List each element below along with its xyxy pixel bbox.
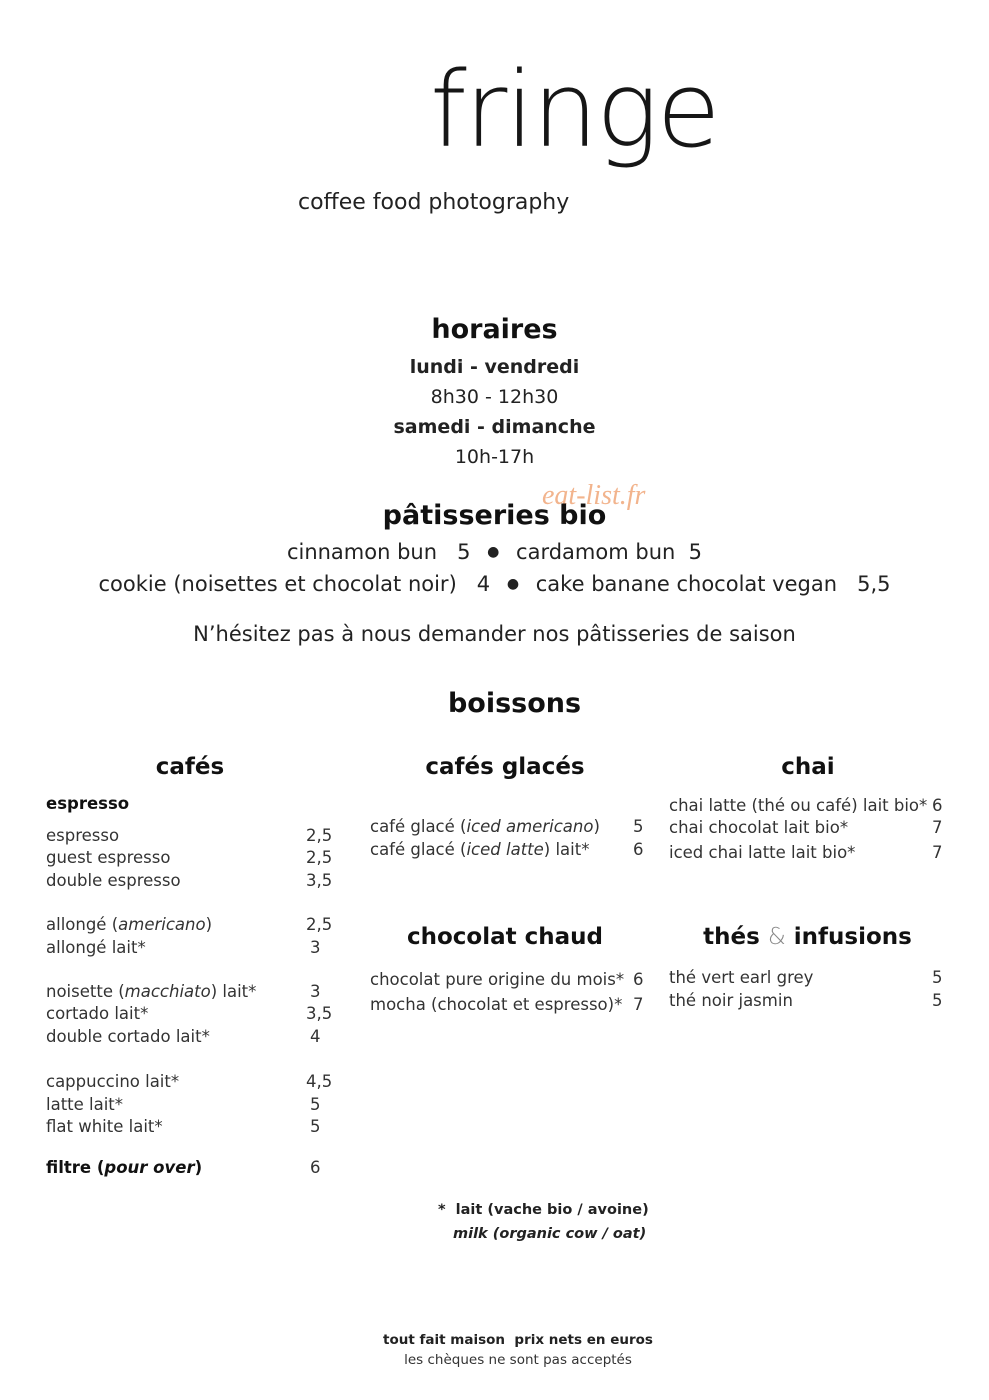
pastry-price: 4	[476, 572, 491, 596]
item-text: noisette (	[46, 982, 125, 1001]
milk-note-en: milk (organic cow / oat)	[453, 1226, 647, 1242]
item-italic: pour over	[104, 1158, 195, 1177]
item-text: )	[593, 817, 600, 836]
menu-item-name: iced chai latte lait bio*	[669, 843, 856, 862]
weekend-label: samedi - dimanche	[393, 416, 596, 438]
menu-item-price: 5	[633, 817, 644, 836]
item-italic: iced americano	[466, 817, 594, 836]
menu-item-name	[370, 817, 600, 836]
pastry-price: 5,5	[857, 572, 891, 596]
teas-title-a: thés	[703, 924, 760, 950]
item-text: ) lait*	[210, 982, 257, 1001]
menu-item-name	[46, 1158, 202, 1177]
weekend-hours: 10h-17h	[454, 446, 535, 468]
hours-title: horaires	[431, 314, 558, 345]
menu-item-name: flat white lait*	[46, 1117, 163, 1136]
chai-title: chai	[781, 754, 835, 780]
menu-item-name: thé vert earl grey	[669, 968, 814, 987]
menu-item-price: 6	[633, 840, 644, 859]
bullet-separator: ●	[506, 576, 520, 592]
menu-item-name	[46, 982, 256, 1001]
footer-line-2: les chèques ne sont pas acceptés	[404, 1352, 632, 1368]
menu-item-price: 2,5	[306, 826, 333, 845]
drinks-title: boissons	[447, 688, 582, 719]
menu-item-price: 3,5	[306, 871, 333, 890]
menu-item-price: 5	[310, 1095, 321, 1114]
menu-item-name	[46, 915, 212, 934]
pastries-title: pâtisseries bio	[382, 500, 607, 531]
ampersand: &	[767, 924, 786, 950]
menu-item-name: espresso	[46, 826, 120, 845]
menu-item-name: cortado lait*	[46, 1004, 149, 1023]
bullet-separator: ●	[487, 544, 500, 560]
menu-item-price: 4	[310, 1027, 321, 1046]
iced-title: cafés glacés	[425, 754, 585, 780]
item-text: ) lait*	[543, 840, 590, 859]
item-italic: iced latte	[466, 840, 544, 859]
menu-item-price: 3,5	[306, 1004, 333, 1023]
pastry-name: cake banane chocolat vegan	[535, 572, 838, 596]
menu-item-price: 6	[310, 1158, 321, 1177]
pastry-price: 5	[688, 540, 703, 564]
menu-item-name	[370, 840, 589, 859]
footer-line-1: tout fait maison prix nets en euros	[383, 1332, 653, 1348]
pastry-name: cardamom bun	[516, 540, 676, 564]
espresso-subheading: espresso	[46, 794, 130, 813]
milk-note-fr: * lait (vache bio / avoine)	[438, 1202, 649, 1218]
menu-item-price: 5	[932, 991, 943, 1010]
pastries-line-2	[0, 572, 989, 596]
menu-item-name: chocolat pure origine du mois*	[370, 970, 625, 989]
cafes-title: cafés	[155, 754, 225, 780]
menu-item-price: 5	[310, 1117, 321, 1136]
menu-item-price: 5	[932, 968, 943, 987]
item-text: allongé (	[46, 915, 119, 934]
brand-name: fringe	[430, 49, 719, 171]
chocolate-title: chocolat chaud	[406, 924, 604, 950]
menu-item-price: 7	[633, 995, 644, 1014]
pastry-price: 5	[457, 540, 471, 564]
menu-item-price: 2,5	[306, 848, 333, 867]
brand-logo	[430, 49, 719, 171]
menu-item-price: 3	[310, 982, 321, 1001]
menu-item-price: 3	[310, 938, 321, 957]
item-italic: macchiato	[124, 982, 211, 1001]
menu-item-name: thé noir jasmin	[669, 991, 793, 1010]
menu-item-price: 6	[932, 796, 943, 815]
item-text: )	[205, 915, 213, 934]
teas-title-b: infusions	[793, 924, 912, 950]
menu-item-name: double cortado lait*	[46, 1027, 210, 1046]
brand-tagline: coffee food photography	[298, 190, 570, 215]
menu-item-name: allongé lait*	[46, 938, 146, 957]
menu-item-name: mocha (chocolat et espresso)*	[370, 995, 623, 1014]
menu-item-price: 6	[633, 970, 644, 989]
menu-item-name: cappuccino lait*	[46, 1072, 180, 1091]
menu-item-price: 7	[932, 818, 943, 837]
pastry-name: cinnamon bun	[286, 540, 438, 564]
item-text: filtre (	[46, 1158, 105, 1177]
menu-item-name: latte lait*	[46, 1095, 124, 1114]
item-text: )	[194, 1158, 203, 1177]
menu-item-name: guest espresso	[46, 848, 171, 867]
teas-title	[680, 924, 935, 950]
menu-item-price: 7	[932, 843, 943, 862]
pastries-note: N’hésitez pas à nous demander nos pâtisseries de saison	[193, 622, 796, 646]
menu-item-price: 2,5	[306, 915, 333, 934]
weekday-hours: 8h30 - 12h30	[430, 386, 559, 408]
pastry-name: cookie (noisettes et chocolat noir)	[98, 572, 457, 596]
pastries-line-1	[0, 540, 989, 564]
item-text: café glacé (	[370, 840, 467, 859]
watermark: eat-list.fr	[542, 480, 646, 511]
item-text: café glacé (	[370, 817, 467, 836]
weekday-label: lundi - vendredi	[409, 356, 580, 378]
menu-item-name: chai latte (thé ou café) lait bio*	[669, 796, 928, 815]
menu-item-name: double espresso	[46, 871, 181, 890]
item-italic: americano	[118, 915, 206, 934]
menu-item-name: chai chocolat lait bio*	[669, 818, 849, 837]
menu-item-price: 4,5	[306, 1072, 333, 1091]
